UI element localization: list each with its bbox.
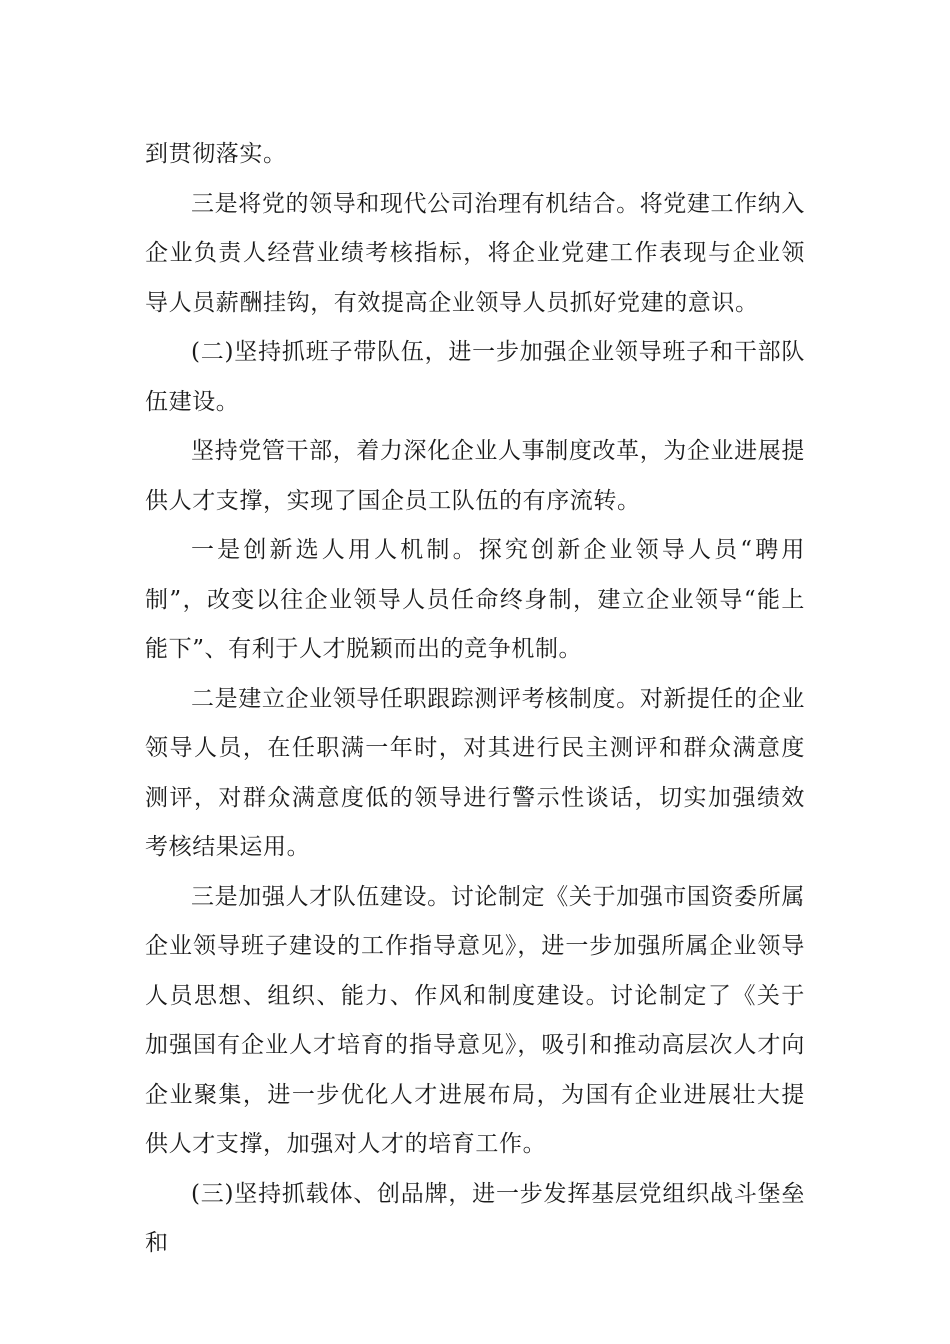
document-body (145, 130, 805, 1269)
paragraph-cadre-management: 坚持党管干部，着力深化企业人事制度改革，为企业进展提供人才支撑，实现了国企员工队伍的有序流转。 (145, 438, 805, 514)
paragraph-evaluation-system: 二是建立企业领导任职跟踪测评考核制度。对新提任的企业领导人员，在任职满一年时，对其进行民主测评和群众满意度测评，对群众满意度低的领导进行警示性谈话，切实加强绩效考核结果运用。 (145, 685, 805, 860)
section-heading-3: (三)坚持抓载体、创品牌，进一步发挥基层党组织战斗堡垒和 (145, 1180, 805, 1256)
paragraph-party-leadership-governance: 三是将党的领导和现代公司治理有机结合。将党建工作纳入企业负责人经营业绩考核指标，将企业党建工作表现与企业领导人员薪酬挂钩，有效提高企业领导人员抓好党建的意识。 (145, 190, 805, 316)
paragraph-continuation: 到贯彻落实。 (145, 141, 287, 167)
paragraph-talent-team: 三是加强人才队伍建设。讨论制定《关于加强市国资委所属企业领导班子建设的工作指导意见》，进一步加强所属企业领导人员思想、组织、能力、作风和制度建设。讨论制定了《关于加强国有企业人才培育的指导意见》，吸引和推动高层次人才向企业聚集，进一步优化人才进展布局，为国有企业进展壮大提供人才支撑，加强对人才的培育工作。 (145, 883, 805, 1157)
section-heading-2: (二)坚持抓班子带队伍，进一步加强企业领导班子和干部队伍建设。 (145, 339, 805, 415)
paragraph-selection-mechanism: 一是创新选人用人机制。探究创新企业领导人员“聘用制”，改变以往企业领导人员任命终身制，建立企业领导“能上能下”、有利于人才脱颖而出的竞争机制。 (145, 537, 805, 662)
